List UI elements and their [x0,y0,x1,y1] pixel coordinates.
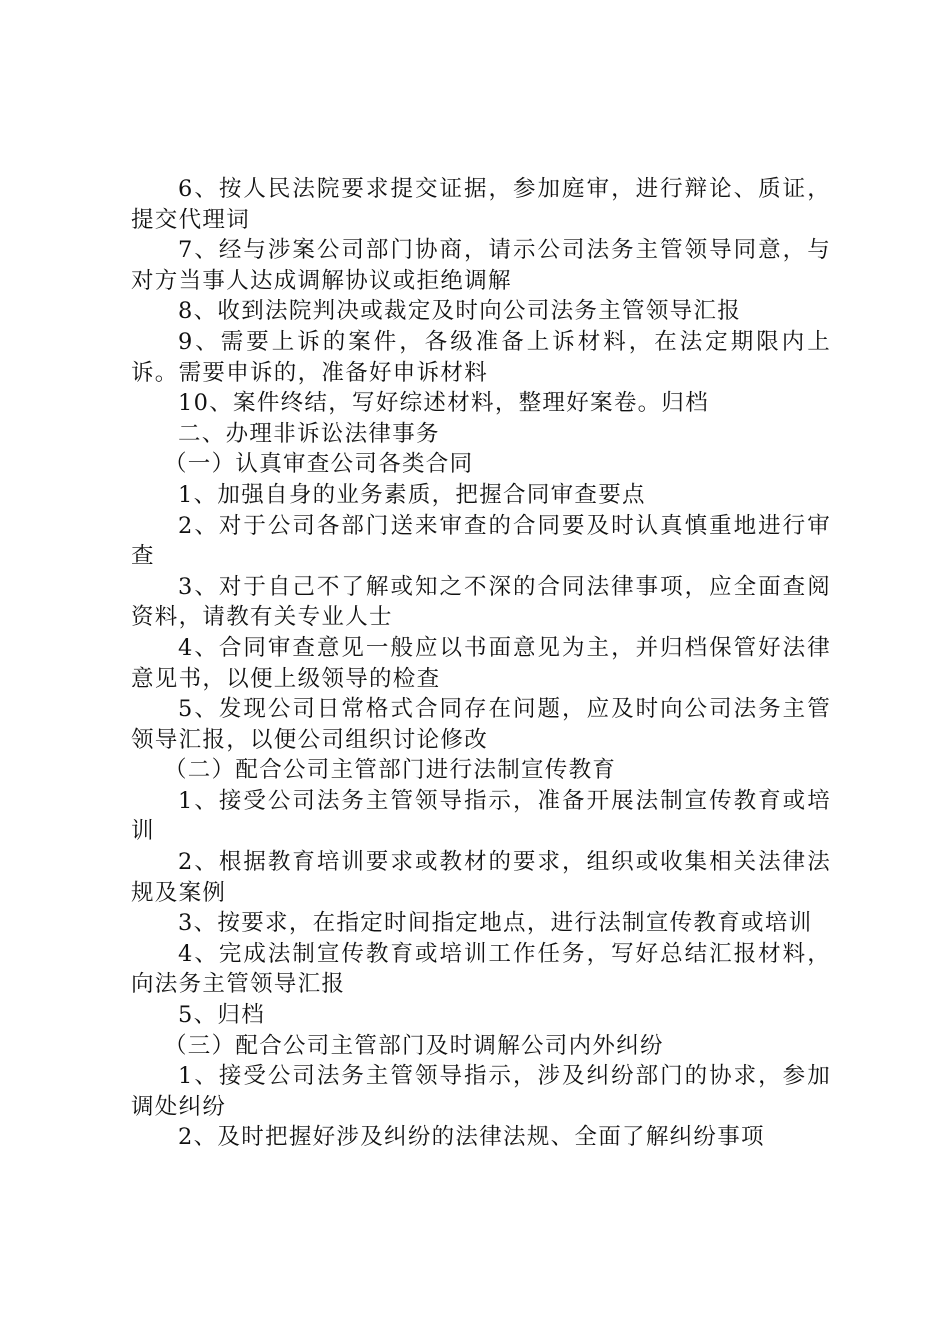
subsection-heading-dispute-mediation: （三）配合公司主管部门及时调解公司内外纠纷 [164,1032,664,1059]
paragraph-item-1: 1、加强自身的业务素质，把握合同审查要点 [178,481,646,508]
paragraph-item-4: 4、合同审查意见一般应以书面意见为主，并归档保管好法律意见书，以便上级领导的检查 [131,634,831,692]
paragraph-item-7: 7、经与涉案公司部门协商，请示公司法务主管领导同意，与对方当事人达成调解协议或拒绝调解 [131,237,831,294]
paragraph-item-3: 3、对于自己不了解或知之不深的合同法律事项，应全面查阅资料，请教有关专业人士 [131,573,831,631]
paragraph-item-2: 2、对于公司各部门送来审查的合同要及时认真慎重地进行审查 [131,512,831,570]
paragraph-item-3: 3、按要求，在指定时间指定地点，进行法制宣传教育或培训 [178,910,813,937]
paragraph-item-1: 1、接受公司法务主管领导指示，准备开展法制宣传教育或培训 [131,787,831,845]
paragraph-item-5: 5、归档 [178,1002,266,1029]
paragraph-item-1: 1、接受公司法务主管领导指示，涉及纠纷部门的协求，参加调处纠纷 [131,1063,831,1120]
paragraph-item-6: 6、按人民法院要求提交证据，参加庭审，进行辩论、质证，提交代理词 [131,176,831,233]
paragraph-item-8: 8、收到法院判决或裁定及时向公司法务主管领导汇报 [178,298,742,325]
paragraph-item-2: 2、及时把握好涉及纠纷的法律法规、全面了解纠纷事项 [178,1124,765,1151]
paragraph-item-9: 9、需要上诉的案件，各级准备上诉材料，在法定期限内上诉。需要申诉的，准备好申诉材料 [131,328,831,386]
subsection-heading-contract-review: （一）认真审查公司各类合同 [164,451,474,478]
paragraph-item-2: 2、根据教育培训要求或教材的要求，组织或收集相关法律法规及案例 [131,849,831,906]
paragraph-item-10: 10、案件终结，写好综述材料，整理好案卷。归档 [178,390,710,417]
document-body [131,174,831,1153]
paragraph-item-5: 5、发现公司日常格式合同存在问题，应及时向公司法务主管领导汇报，以便公司组织讨论修改 [131,696,831,753]
section-heading-non-litigation: 二、办理非诉讼法律事务 [178,420,440,447]
subsection-heading-legal-education: （二）配合公司主管部门进行法制宣传教育 [164,757,617,784]
paragraph-item-4: 4、完成法制宣传教育或培训工作任务，写好总结汇报材料，向法务主管领导汇报 [131,940,831,998]
